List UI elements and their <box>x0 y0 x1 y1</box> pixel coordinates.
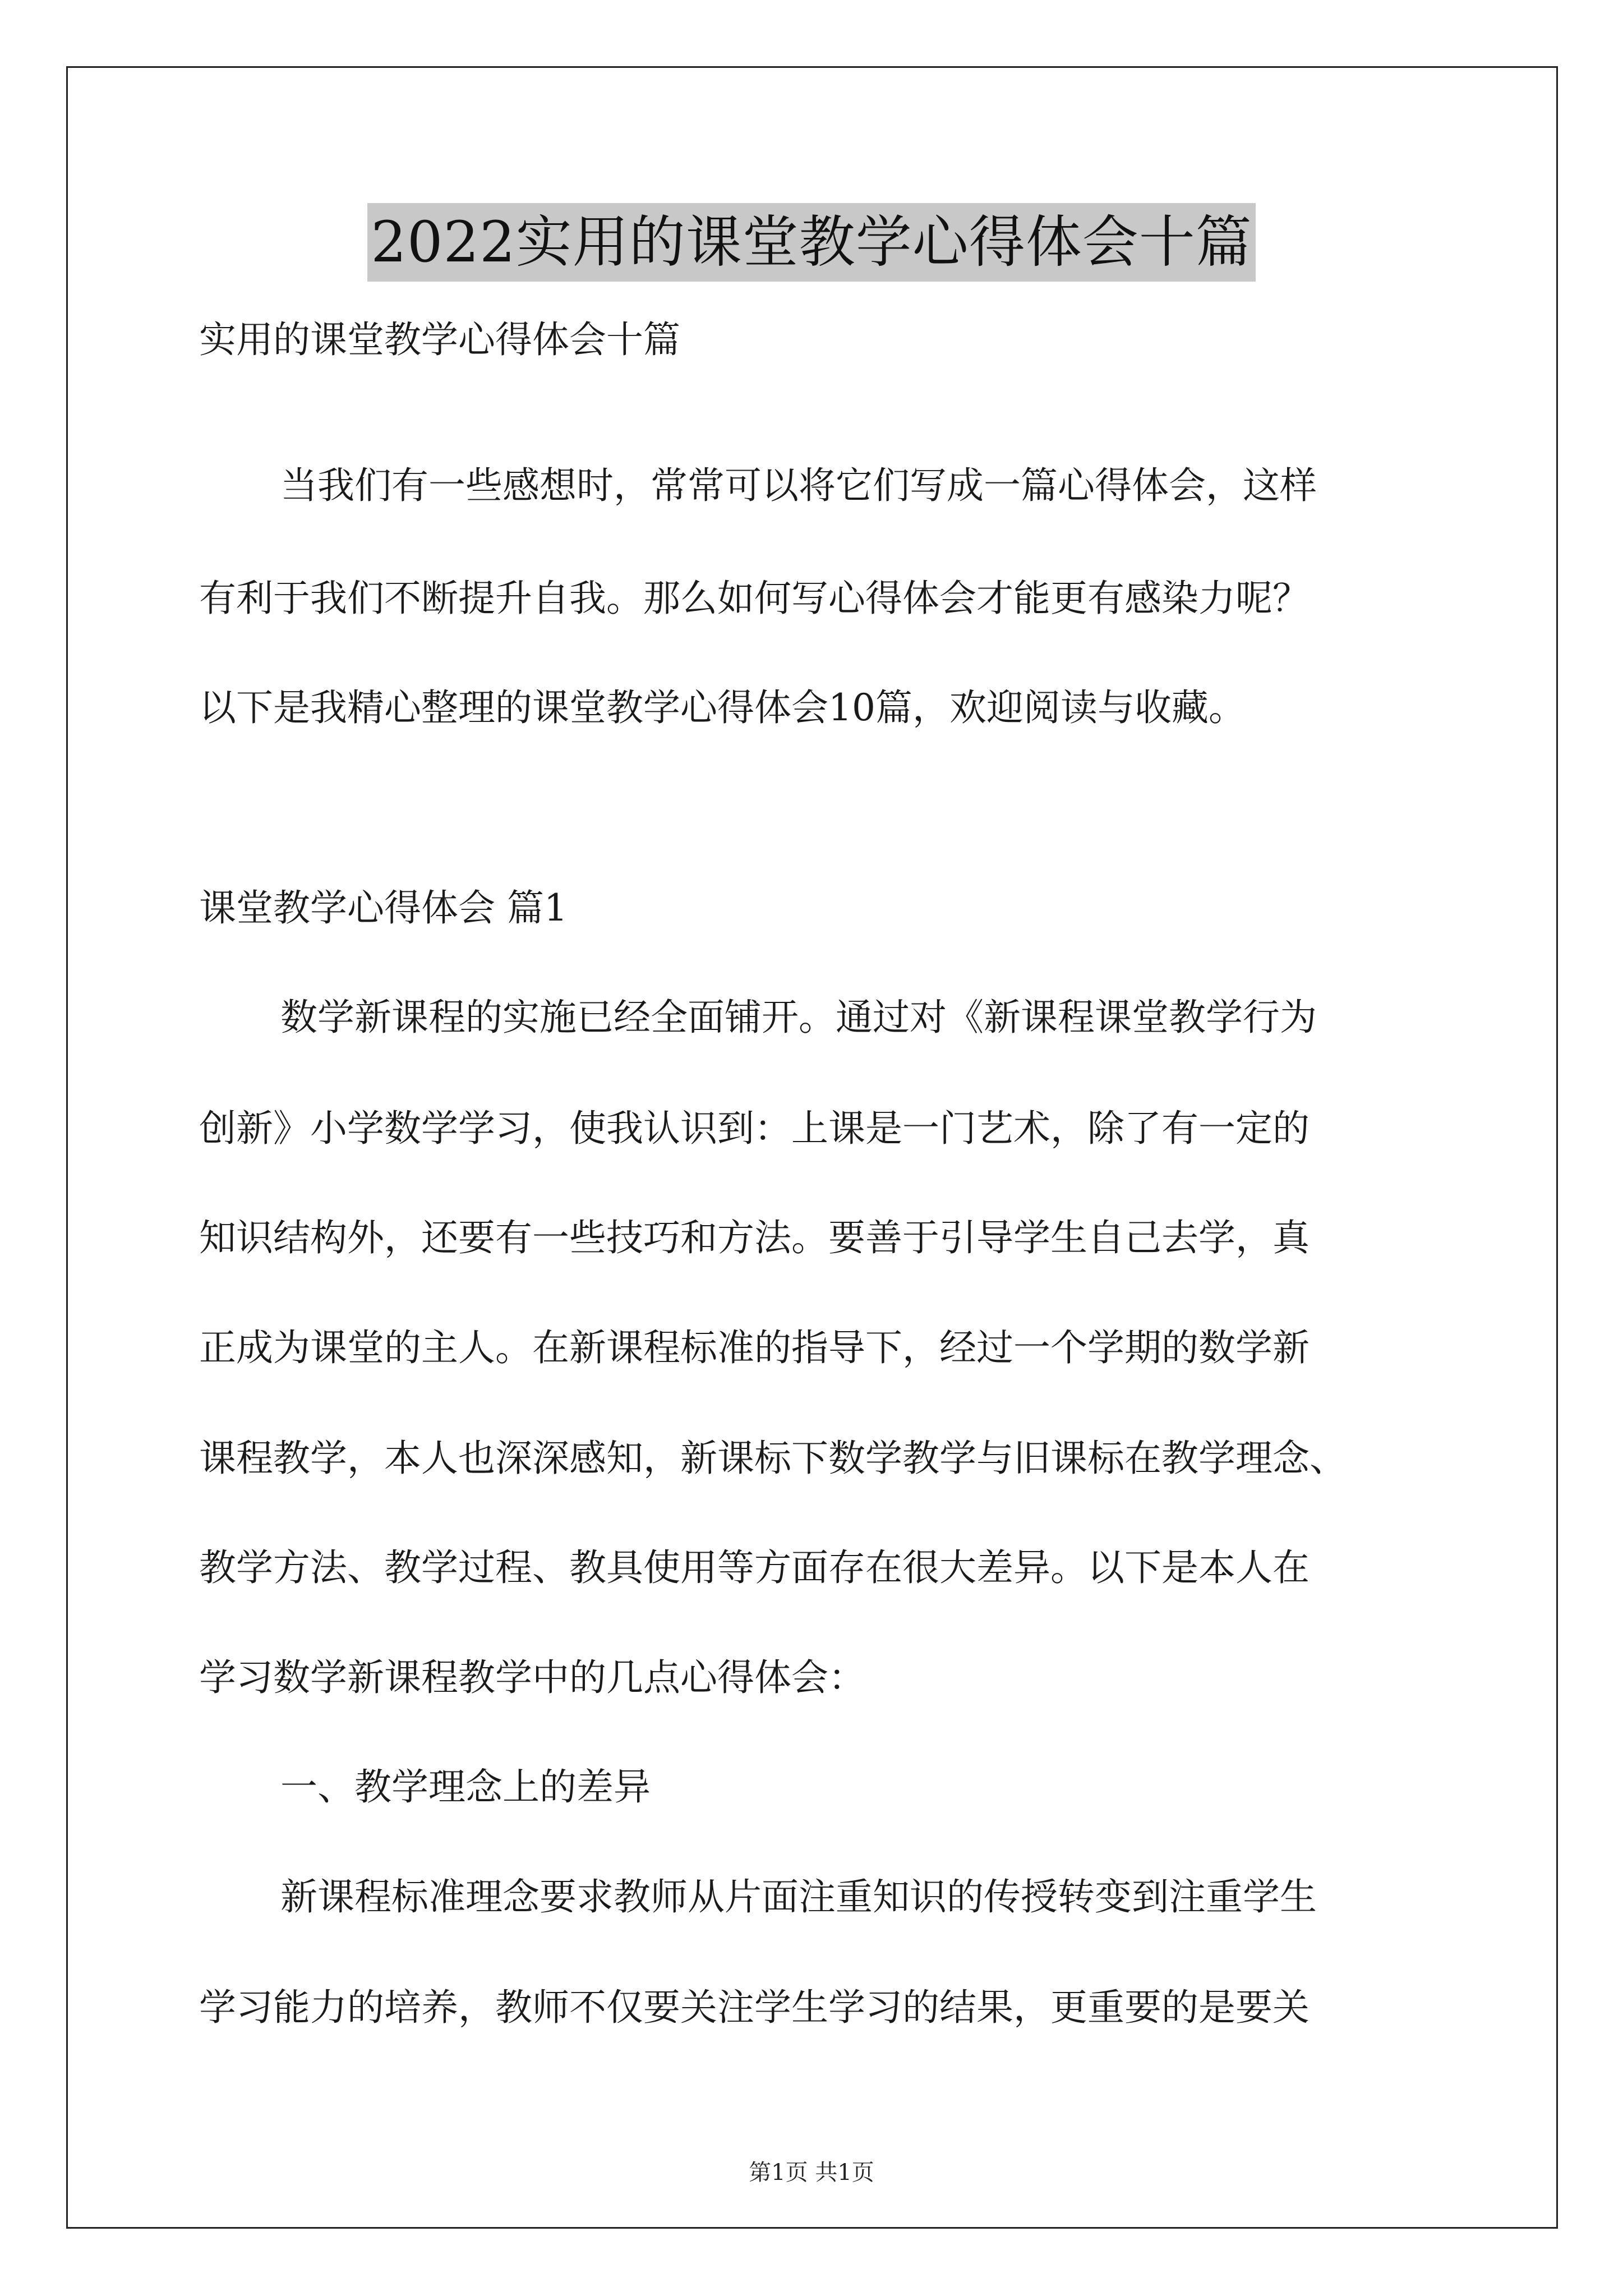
body-line: 正成为课堂的主人。在新课程标准的指导下，经过一个学期的数学新 <box>199 1326 1310 1369</box>
body-line: 以下是我精心整理的课堂教学心得体会10篇，欢迎阅读与收藏。 <box>199 686 1246 729</box>
body-line: 知识结构外，还要有一些技巧和方法。要善于引导学生自己去学，真 <box>199 1216 1310 1259</box>
subtitle-line: 实用的课堂教学心得体会十篇 <box>199 318 680 361</box>
body-line: 创新》小学数学学习，使我认识到：上课是一门艺术，除了有一定的 <box>199 1107 1310 1150</box>
body-line: 学习能力的培养，教师不仅要关注学生学习的结果，更重要的是要关 <box>199 1986 1310 2029</box>
section-heading: 课堂教学心得体会 篇1 <box>199 886 568 930</box>
body-line: 数学新课程的实施已经全面铺开。通过对《新课程课堂教学行为 <box>280 996 1317 1039</box>
body-line: 学习数学新课程教学中的几点心得体会： <box>199 1656 865 1699</box>
subsection-heading: 一、教学理念上的差异 <box>280 1765 651 1809</box>
document-title: 2022实用的课堂教学心得体会十篇 <box>367 203 1256 282</box>
body-line: 新课程标准理念要求教师从片面注重知识的传授转变到注重学生 <box>280 1875 1317 1918</box>
page-footer: 第1页 共1页 <box>749 2160 874 2185</box>
body-line: 课程教学，本人也深深感知，新课标下数学教学与旧课标在教学理念、 <box>199 1437 1347 1480</box>
title-container <box>0 203 1623 282</box>
body-line: 有利于我们不断提升自我。那么如何写心得体会才能更有感染力呢？ <box>199 577 1310 620</box>
body-line: 当我们有一些感想时，常常可以将它们写成一篇心得体会，这样 <box>280 464 1317 507</box>
body-line: 教学方法、教学过程、教具使用等方面存在很大差异。以下是本人在 <box>199 1546 1310 1589</box>
